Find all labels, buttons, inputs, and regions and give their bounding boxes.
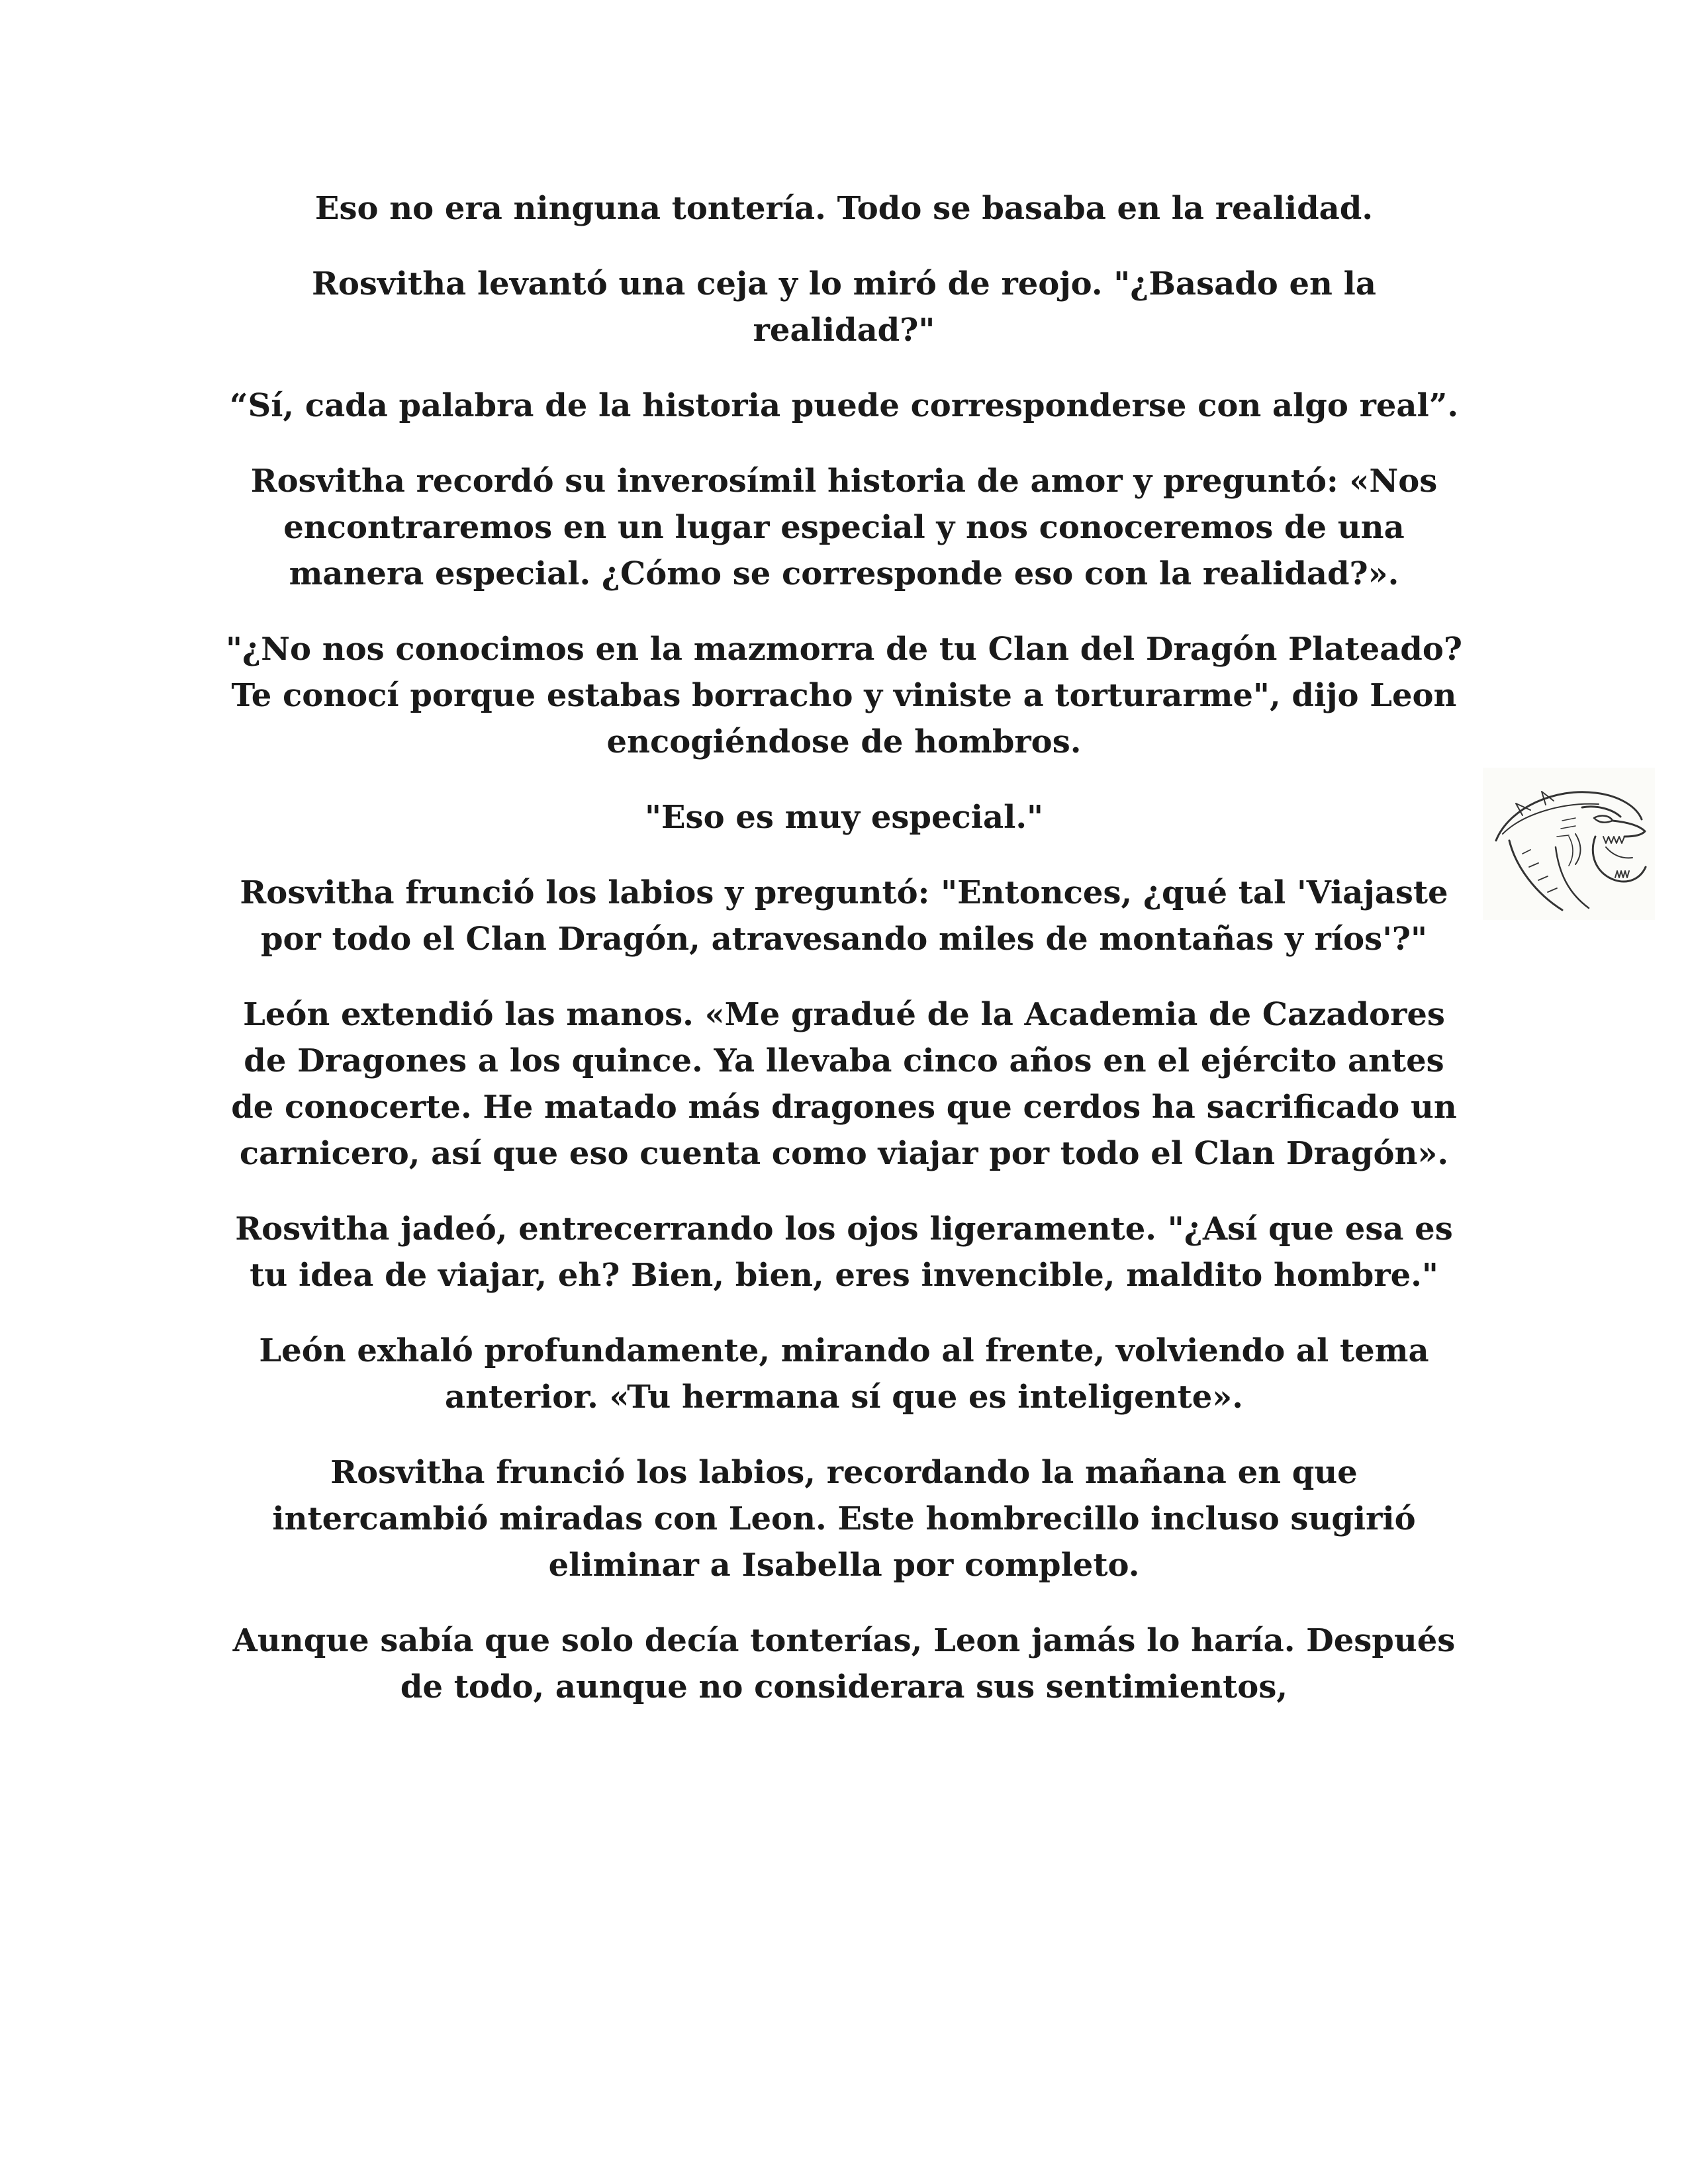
paragraph: Rosvitha frunció los labios y preguntó: "Entonces, ¿qué tal 'Viajaste por todo el Clan Dragón, atravesando miles de montañas y ríos'?" [240,874,1448,958]
paragraph: Rosvitha frunció los labios, recordando la mañana en que intercambió miradas con Leon. Este hombrecillo incluso sugirió eliminar a Isabella por completo. [272,1454,1416,1584]
paragraph: "¿No nos conocimos en la mazmorra de tu Clan del Dragón Plateado? Te conocí porque estabas borracho y viniste a torturarme", dijo Leon encogiéndose de hombros. [225,631,1462,760]
paragraph: "Eso es muy especial." [644,799,1044,836]
paragraph: Rosvitha levantó una ceja y lo miró de reojo. "¿Basado en la realidad?" [312,265,1376,349]
paragraph: Rosvitha recordó su inverosímil historia de amor y preguntó: «Nos encontraremos en un lugar especial y nos conoceremos de una manera especial. ¿Cómo se corresponde eso con la realidad?». [250,463,1438,592]
paragraph: León exhaló profundamente, mirando al frente, volviendo al tema anterior. «Tu hermana sí que es inteligente». [259,1332,1429,1416]
paragraph: León extendió las manos. «Me gradué de la Academia de Cazadores de Dragones a los quince. Ya llevaba cinco años en el ejército antes de conocerte. He matado más dragones que cerdos ha sacrificado un carnicero, así que eso cuenta como viajar por todo el Clan Dragón». [231,996,1457,1172]
document-page [199,185,1489,2038]
paragraph: Rosvitha jadeó, entrecerrando los ojos ligeramente. "¿Así que esa es tu idea de viajar, eh? Bien, bien, eres invencible, maldito hombre." [235,1210,1453,1294]
paragraph: Eso no era ninguna tontería. Todo se basaba en la realidad. [314,190,1374,227]
paragraph: Aunque sabía que solo decía tonterías, Leon jamás lo haría. Después de todo, aunque no considerara sus sentimientos, [232,1622,1456,1706]
dragon-head-sketch-icon [1483,768,1655,920]
paragraph: “Sí, cada palabra de la historia puede corresponderse con algo real”. [229,387,1459,424]
